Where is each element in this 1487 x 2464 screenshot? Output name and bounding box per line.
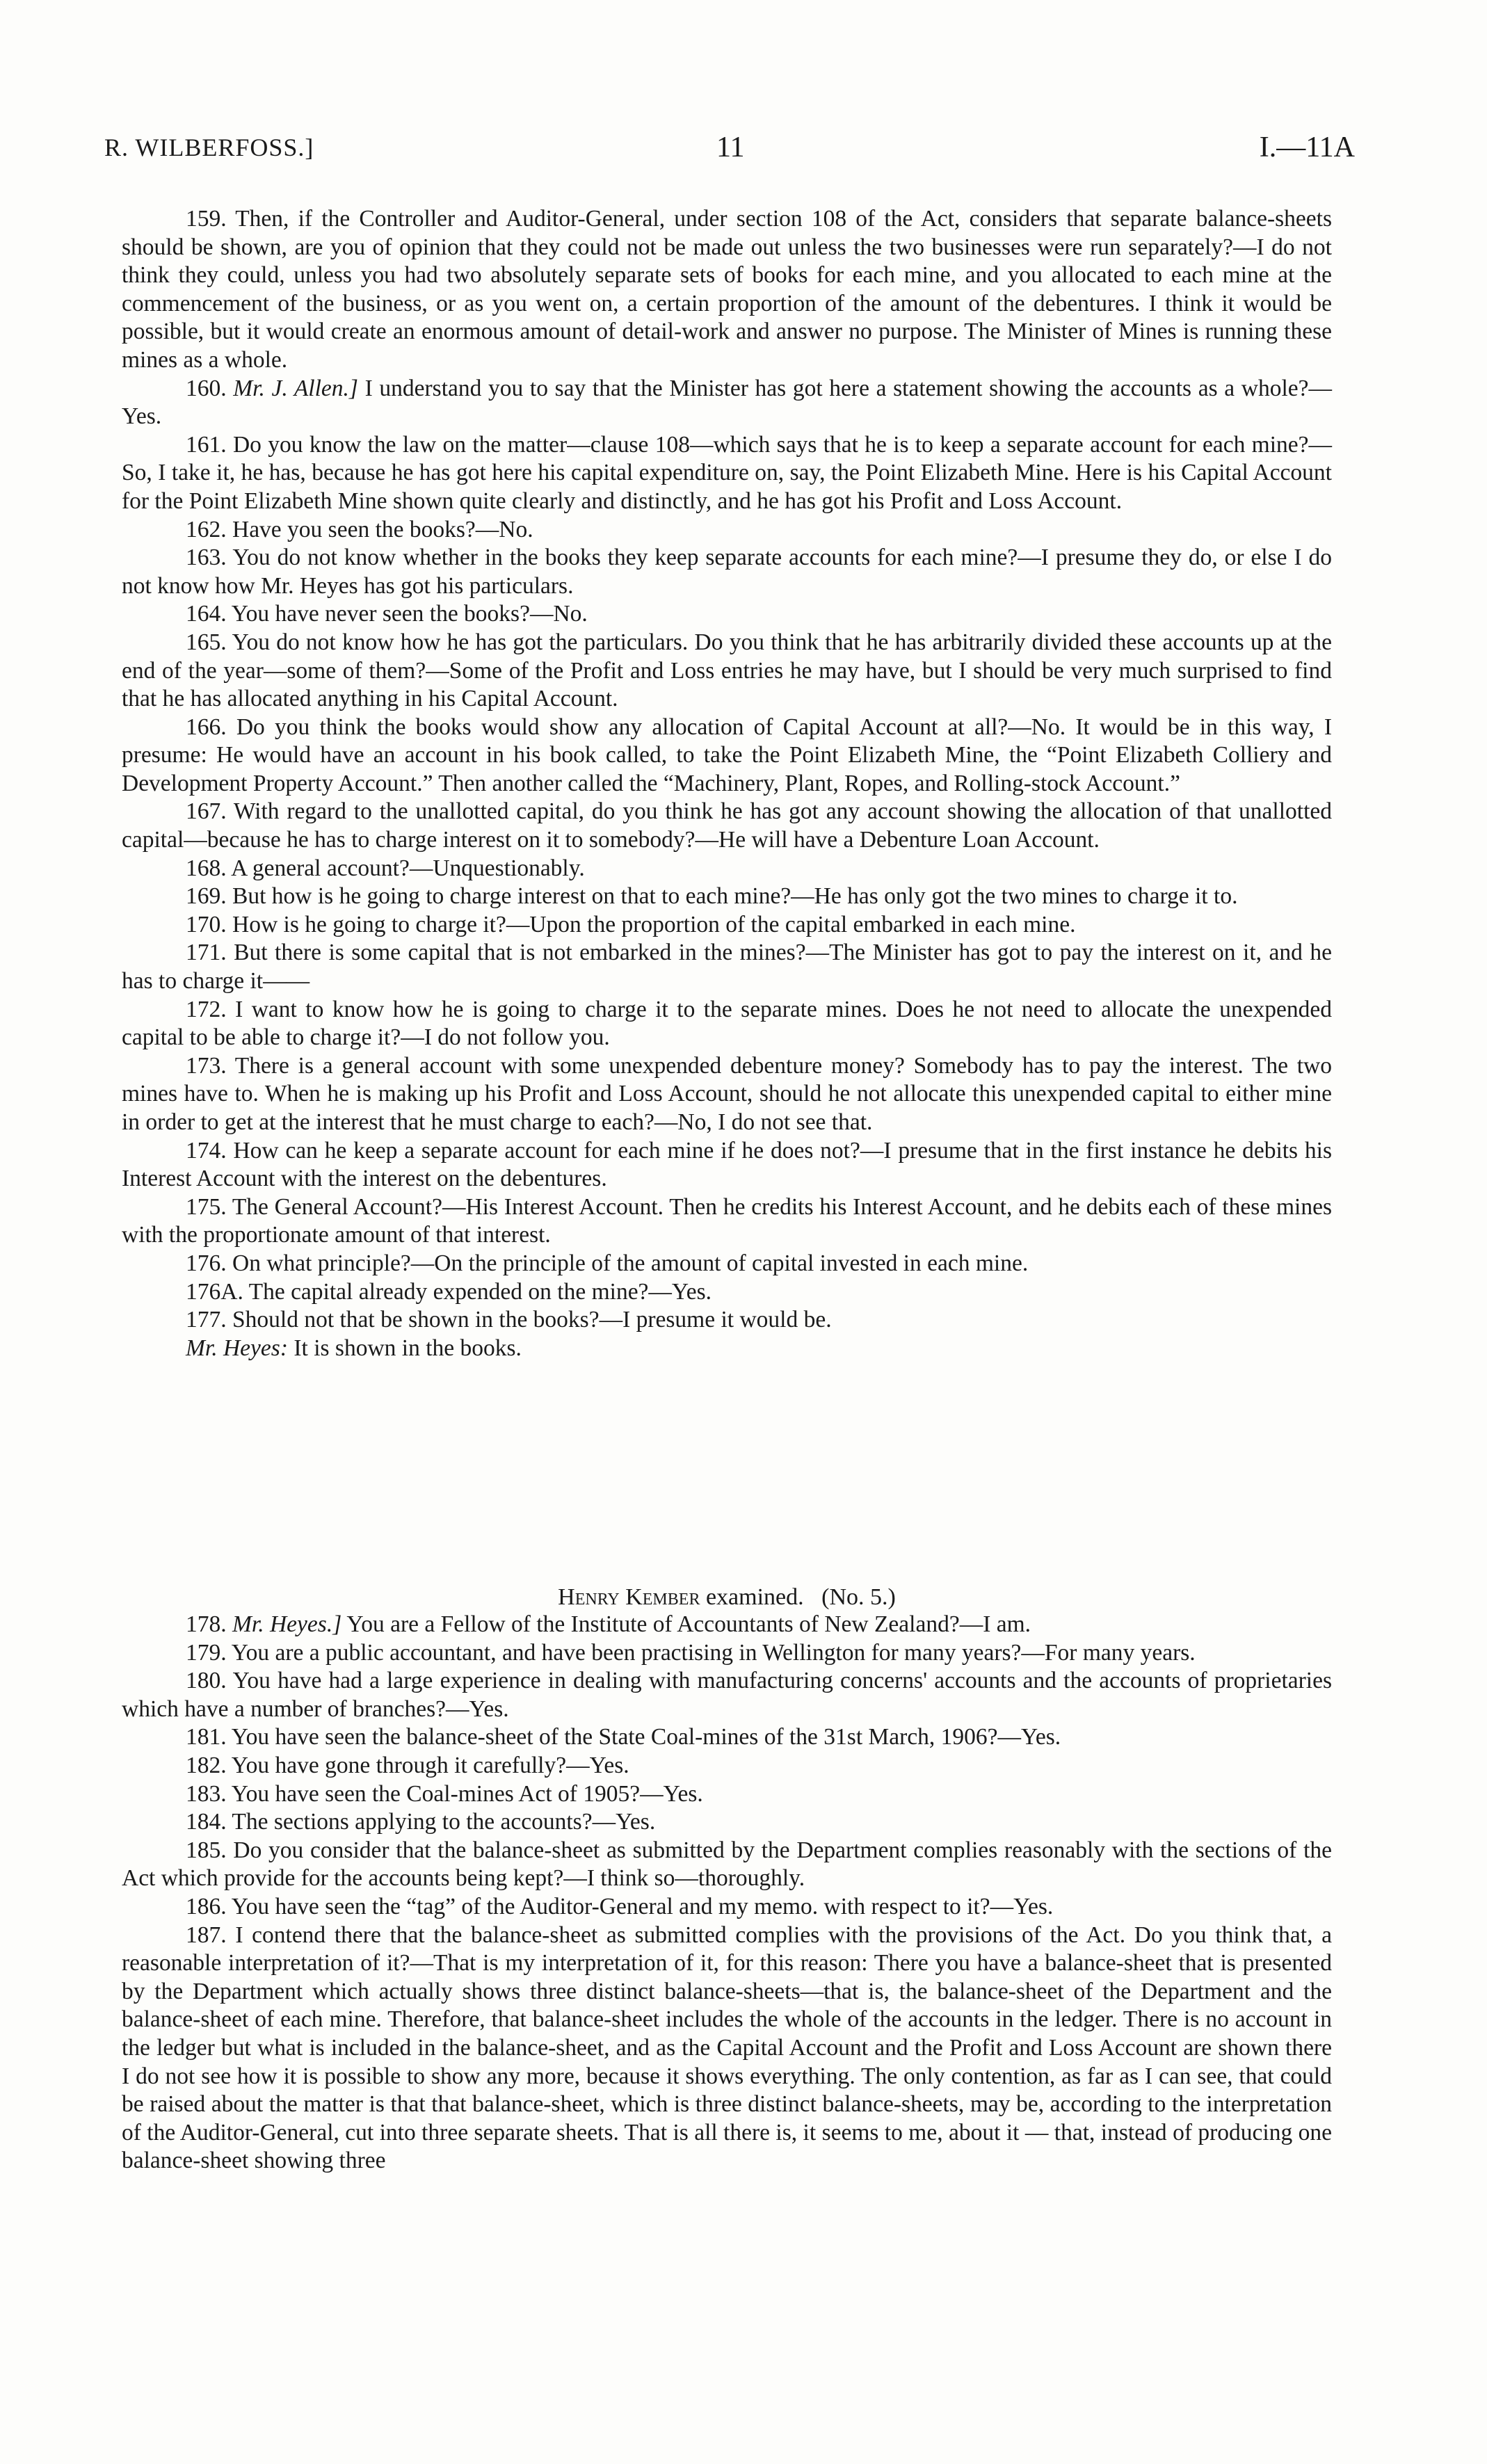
question-number: 186. [186,1893,227,1919]
witness-heading [122,1584,1332,1611]
qa-text: You do not know whether in the books they keep separate accounts for each mine?—I presume they do, or else I do not know how Mr. Heyes has got his particulars. [122,545,1333,599]
question-number: 163. [186,545,227,571]
qa-paragraph [122,1611,1332,1639]
qa-text: How can he keep a separate account for each mine if he does not?—I presume that in the first instance he debits his Interest Account with the interest on the debentures. [122,1137,1333,1192]
qa-paragraph [122,996,1332,1052]
qa-text: You have seen the “tag” of the Auditor-General and my memo. with respect to it?—Yes. [231,1893,1054,1919]
testimony-part-2 [122,1611,1332,2175]
qa-paragraph [122,1922,1332,2175]
page-number: 11 [716,131,745,163]
question-number: 169. [186,883,227,910]
qa-paragraph [122,798,1332,854]
qa-text: The capital already expended on the mine?—Yes. [248,1278,712,1305]
question-number: 176A. [186,1278,243,1305]
question-number: 175. [186,1193,227,1220]
qa-paragraph [122,939,1332,995]
question-number: 159. [186,206,227,232]
qa-text: On what principle?—On the principle of the amount of capital invested in each mine. [232,1250,1029,1276]
witness-name: Henry Kember [558,1584,700,1610]
qa-text: You have had a large experience in dealing with manufacturing concerns' accounts and the accounts of proprietaries which have a number of branches?—Yes. [122,1668,1333,1722]
qa-paragraph [122,714,1332,798]
question-number: 187. [186,1922,227,1948]
qa-paragraph [122,1335,1332,1363]
qa-paragraph [122,855,1332,883]
qa-paragraph [122,629,1332,714]
witness-examined-label: examined. [705,1584,804,1610]
qa-paragraph [122,1250,1332,1278]
qa-text: You have seen the Coal-mines Act of 1905?—Yes. [231,1780,703,1807]
qa-text: It is shown in the books. [294,1335,522,1361]
speaker-name: Mr. J. Allen.] [233,375,358,401]
speaker-name: Mr. Heyes: [186,1335,288,1361]
qa-text: Do you think the books would show any allocation of Capital Account at all?—No. It would be in this way, I presume: He would have an account in his book called, to take the Point Elizabeth Mine, the “Point Elizabeth Colliery and Development Property Account.” Then another called the “Machinery, Plant, Ropes, and Rolling-stock Account.” [122,714,1333,796]
qa-paragraph [122,516,1332,545]
speaker-name: Mr. Heyes.] [232,1611,342,1637]
qa-text: I want to know how he is going to charge it to the separate mines. Does he not need to allocate the unexpended capital to be able to charge it?—I do not follow you. [122,996,1332,1051]
qa-paragraph [122,544,1332,600]
qa-text: I understand you to say that the Minister has got here a statement showing the accounts as a whole?—Yes. [122,375,1333,430]
qa-text: You have seen the balance-sheet of the State Coal-mines of the 31st March, 1906?—Yes. [231,1724,1061,1750]
question-number: 168. [186,855,227,881]
document-reference: I.—11A [1259,131,1355,163]
question-number: 165. [186,629,227,655]
qa-text: You have never seen the books?—No. [231,601,588,627]
qa-paragraph [122,205,1332,375]
qa-text: Have you seen the books?—No. [232,516,533,542]
qa-text: The sections applying to the accounts?—Yes. [232,1809,656,1835]
testimony-part-1 [122,205,1332,1362]
question-number: 179. [186,1639,227,1666]
question-number: 171. [186,940,227,966]
qa-paragraph [122,1278,1332,1307]
question-number: 172. [186,996,227,1022]
question-number: 180. [186,1668,227,1694]
qa-paragraph [122,1052,1332,1137]
header-witness-name: R. WILBERFOSS.] [104,134,314,161]
question-number: 161. [186,431,227,458]
question-number: 176. [186,1250,227,1276]
qa-text: You do not know how he has got the particulars. Do you think that he has arbitrarily divided these accounts up at the end of the year—some of them?—Some of the Profit and Loss entries he may have, but I should be very much surprised to find that he has allocated anything in his Capital Account. [122,629,1332,712]
question-number: 162. [186,516,227,542]
qa-text: A general account?—Unquestionably. [231,855,585,881]
qa-paragraph [122,1667,1332,1723]
qa-paragraph [122,1137,1332,1193]
question-number: 167. [186,798,227,825]
question-number: 181. [186,1724,227,1750]
question-number: 184. [186,1809,227,1835]
question-number: 166. [186,714,227,740]
qa-text: I contend there that the balance-sheet as submitted complies with the provisions of the Act. Do you think that, a reasonable interpretation of it?—That is my interpretation of it, for this reason: There you have a balance-sheet that is presented by the Department which actually shows three distinct balance-sheets—that is, the balance-sheet of the Department and the balance-sheet of each mine. Therefore, that balance-sheet includes the whole of the accounts in the ledger. There is no account in the ledger but what is included in the balance-sheet, and as the Capital Account and the Profit and Loss Account are shown there I do not see how it is possible to show any more, because it shows everything. The only contention, as far as I can see, that could be raised about the matter is that that balance-sheet, which is three distinct balance-sheets, may be, according to the interpretation of the Auditor-General, cut into three separate sheets. That is all there is, it seems to me, about it — that, instead of producing one balance-sheet showing three [122,1922,1333,2174]
question-number: 174. [186,1137,227,1163]
question-number: 164. [186,601,227,627]
qa-text: Should not that be shown in the books?—I presume it would be. [232,1307,832,1333]
qa-paragraph [122,375,1332,431]
qa-text: You are a public accountant, and have been practising in Wellington for many years?—For many years. [231,1639,1196,1666]
qa-text: The General Account?—His Interest Account. Then he credits his Interest Account, and he debits each of these mines with the proportionate amount of that interest. [122,1193,1332,1248]
qa-text: Do you know the law on the matter—clause 108—which says that he is to keep a separate account for each mine?—So, I take it, he has, because he has got here his capital expenditure on, say, the Point Elizabeth Mine. Here is his Capital Account for the Point Elizabeth Mine shown quite clearly and distinctly, and he has got his Profit and Loss Account. [122,431,1333,514]
qa-paragraph [122,1837,1332,1893]
qa-paragraph [122,1780,1332,1809]
qa-paragraph [122,883,1332,911]
qa-paragraph [122,431,1332,516]
qa-paragraph [122,911,1332,940]
qa-paragraph [122,1193,1332,1250]
qa-text: Then, if the Controller and Auditor-General, under section 108 of the Act, considers that separate balance-sheets should be shown, are you of opinion that they could not be made out unless the two businesses were run separately?—I do not think they could, unless you had two absolutely separate sets of books for each mine, and you allocated to each mine at the commencement of the business, or as you went on, a certain proportion of the amount of the debentures. I think it would be possible, but it would create an enormous amount of detail-work and answer no purpose. The Minister of Mines is running these mines as a whole. [122,206,1332,373]
qa-paragraph [122,1723,1332,1752]
qa-text: With regard to the unallotted capital, do you think he has got any account showing the allocation of that unallotted capital—because he has to charge interest on it to somebody?—He will have a Debenture Loan Account. [122,798,1332,853]
question-number: 182. [186,1752,227,1778]
witness-number: (No. 5.) [821,1584,896,1610]
qa-text: You are a Fellow of the Institute of Accountants of New Zealand?—I am. [346,1611,1031,1637]
question-number: 183. [186,1780,227,1807]
question-number: 160. [186,375,227,401]
qa-paragraph [122,600,1332,629]
question-number: 170. [186,911,227,937]
qa-text: There is a general account with some unexpended debenture money? Somebody has to pay the interest. The two mines have to. When he is making up his Profit and Loss Account, should he not allocate this unexpended capital to either mine in order to get at the interest that he must charge to each?—No, I do not see that. [122,1052,1332,1135]
question-number: 173. [186,1052,227,1079]
qa-text: Do you consider that the balance-sheet as submitted by the Department complies reasonably with the sections of the Act which provide for the accounts being kept?—I think so—thoroughly. [122,1837,1332,1892]
qa-text: But how is he going to charge interest on that to each mine?—He has only got the two mines to charge it to. [232,883,1238,910]
qa-text: But there is some capital that is not embarked in the mines?—The Minister has got to pay the interest on it, and he has to charge it—— [122,940,1333,995]
question-number: 178. [186,1611,227,1637]
qa-text: How is he going to charge it?—Upon the proportion of the capital embarked in each mine. [232,911,1076,937]
qa-paragraph [122,1893,1332,1922]
qa-text: You have gone through it carefully?—Yes. [231,1752,629,1778]
qa-paragraph [122,1808,1332,1837]
question-number: 177. [186,1307,227,1333]
qa-paragraph [122,1752,1332,1780]
question-number: 185. [186,1837,227,1863]
qa-paragraph [122,1306,1332,1335]
qa-paragraph [122,1639,1332,1668]
